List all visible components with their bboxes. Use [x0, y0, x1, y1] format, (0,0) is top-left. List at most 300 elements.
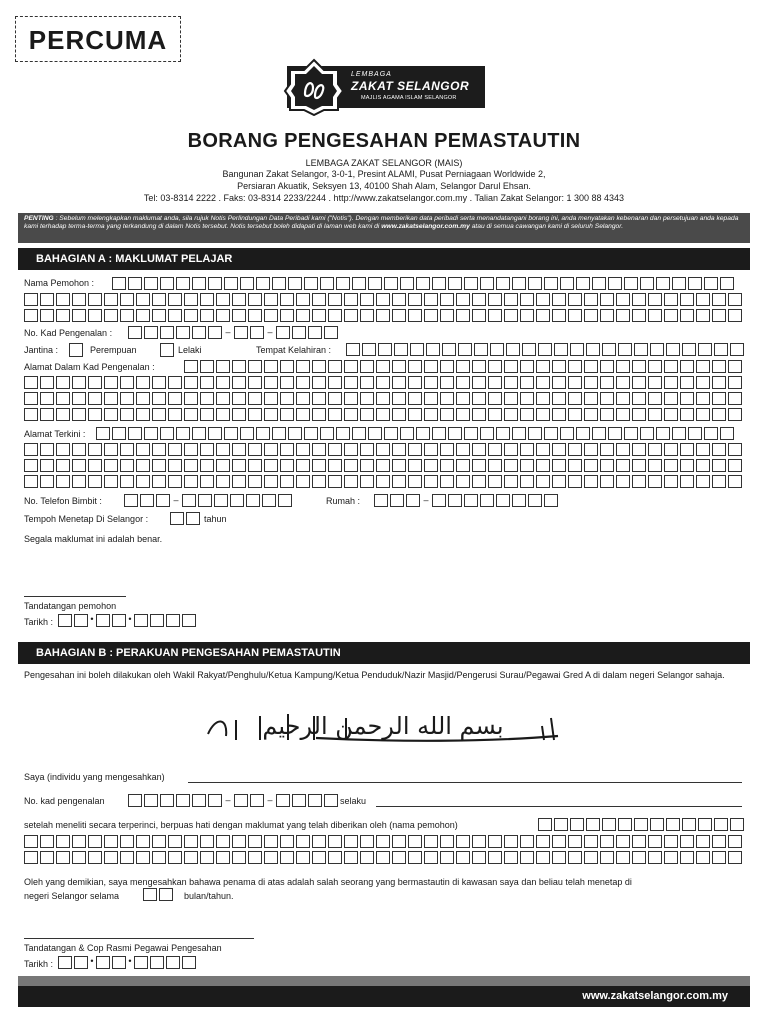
char-box[interactable]	[720, 277, 734, 290]
char-box[interactable]	[504, 475, 518, 488]
char-box[interactable]	[440, 293, 454, 306]
char-box[interactable]	[520, 475, 534, 488]
char-box[interactable]	[600, 459, 614, 472]
char-box[interactable]	[96, 956, 110, 969]
char-box[interactable]	[272, 277, 286, 290]
char-box[interactable]	[392, 443, 406, 456]
ic-address-row-4[interactable]	[24, 408, 744, 421]
char-box[interactable]	[440, 360, 454, 373]
char-box[interactable]	[448, 277, 462, 290]
char-box[interactable]	[40, 408, 54, 421]
char-box[interactable]	[680, 376, 694, 389]
char-box[interactable]	[586, 343, 600, 356]
char-box[interactable]	[634, 343, 648, 356]
char-box[interactable]	[56, 835, 70, 848]
char-box[interactable]	[442, 343, 456, 356]
char-box[interactable]	[234, 326, 248, 339]
char-box[interactable]	[280, 309, 294, 322]
char-box[interactable]	[408, 851, 422, 864]
char-box[interactable]	[376, 851, 390, 864]
char-box[interactable]	[280, 443, 294, 456]
char-box[interactable]	[376, 475, 390, 488]
char-box[interactable]	[230, 494, 244, 507]
char-box[interactable]	[528, 427, 542, 440]
char-box[interactable]	[552, 376, 566, 389]
char-box[interactable]	[520, 309, 534, 322]
char-box[interactable]	[440, 459, 454, 472]
applicant-date-field[interactable]	[58, 614, 198, 627]
char-box[interactable]	[246, 494, 260, 507]
char-box[interactable]	[376, 408, 390, 421]
char-box[interactable]	[536, 309, 550, 322]
char-box[interactable]	[308, 326, 322, 339]
char-box[interactable]	[680, 309, 694, 322]
char-box[interactable]	[320, 277, 334, 290]
char-box[interactable]	[312, 459, 326, 472]
char-box[interactable]	[248, 376, 262, 389]
char-box[interactable]	[328, 443, 342, 456]
char-box[interactable]	[536, 851, 550, 864]
char-box[interactable]	[680, 835, 694, 848]
char-box[interactable]	[248, 293, 262, 306]
char-box[interactable]	[150, 956, 164, 969]
char-box[interactable]	[552, 309, 566, 322]
char-box[interactable]	[664, 408, 678, 421]
char-box[interactable]	[664, 293, 678, 306]
char-box[interactable]	[648, 443, 662, 456]
char-box[interactable]	[296, 293, 310, 306]
char-box[interactable]	[208, 277, 222, 290]
char-box[interactable]	[248, 408, 262, 421]
char-box[interactable]	[120, 293, 134, 306]
char-box[interactable]	[344, 293, 358, 306]
char-box[interactable]	[200, 475, 214, 488]
char-box[interactable]	[58, 956, 72, 969]
char-box[interactable]	[24, 376, 38, 389]
char-box[interactable]	[616, 360, 630, 373]
char-box[interactable]	[496, 427, 510, 440]
char-box[interactable]	[714, 818, 728, 831]
char-box[interactable]	[656, 277, 670, 290]
char-box[interactable]	[696, 392, 710, 405]
char-box[interactable]	[136, 376, 150, 389]
char-box[interactable]	[104, 309, 118, 322]
char-box[interactable]	[600, 443, 614, 456]
char-box[interactable]	[536, 459, 550, 472]
char-box[interactable]	[632, 475, 646, 488]
char-box[interactable]	[440, 835, 454, 848]
char-box[interactable]	[112, 427, 126, 440]
char-box[interactable]	[520, 408, 534, 421]
char-box[interactable]	[88, 293, 102, 306]
char-box[interactable]	[682, 343, 696, 356]
char-box[interactable]	[336, 277, 350, 290]
char-box[interactable]	[120, 459, 134, 472]
char-box[interactable]	[264, 293, 278, 306]
char-box[interactable]	[159, 888, 173, 901]
char-box[interactable]	[432, 427, 446, 440]
char-box[interactable]	[648, 459, 662, 472]
char-box[interactable]	[552, 459, 566, 472]
char-box[interactable]	[488, 851, 502, 864]
char-box[interactable]	[696, 376, 710, 389]
char-box[interactable]	[276, 794, 290, 807]
char-box[interactable]	[232, 376, 246, 389]
char-box[interactable]	[560, 427, 574, 440]
char-box[interactable]	[264, 360, 278, 373]
char-box[interactable]	[504, 835, 518, 848]
char-box[interactable]	[360, 392, 374, 405]
char-box[interactable]	[456, 392, 470, 405]
char-box[interactable]	[312, 392, 326, 405]
char-box[interactable]	[280, 293, 294, 306]
char-box[interactable]	[40, 443, 54, 456]
char-box[interactable]	[648, 475, 662, 488]
official-date-field[interactable]	[58, 956, 198, 969]
char-box[interactable]	[688, 277, 702, 290]
char-box[interactable]	[600, 408, 614, 421]
char-box[interactable]	[250, 326, 264, 339]
char-box[interactable]	[176, 794, 190, 807]
char-box[interactable]	[72, 392, 86, 405]
char-box[interactable]	[232, 293, 246, 306]
char-box[interactable]	[224, 277, 238, 290]
char-box[interactable]	[632, 293, 646, 306]
char-box[interactable]	[730, 343, 744, 356]
char-box[interactable]	[112, 277, 126, 290]
char-box[interactable]	[552, 293, 566, 306]
char-box[interactable]	[360, 376, 374, 389]
char-box[interactable]	[712, 475, 726, 488]
char-box[interactable]	[666, 818, 680, 831]
char-box[interactable]	[184, 392, 198, 405]
char-box[interactable]	[192, 794, 206, 807]
char-box[interactable]	[568, 392, 582, 405]
char-box[interactable]	[504, 392, 518, 405]
char-box[interactable]	[232, 443, 246, 456]
char-box[interactable]	[200, 360, 214, 373]
char-box[interactable]	[40, 475, 54, 488]
char-box[interactable]	[496, 277, 510, 290]
char-box[interactable]	[424, 459, 438, 472]
char-box[interactable]	[664, 835, 678, 848]
char-box[interactable]	[416, 427, 430, 440]
char-box[interactable]	[360, 408, 374, 421]
char-box[interactable]	[72, 293, 86, 306]
char-box[interactable]	[568, 408, 582, 421]
char-box[interactable]	[152, 309, 166, 322]
char-box[interactable]	[664, 443, 678, 456]
char-box[interactable]	[682, 818, 696, 831]
char-box[interactable]	[712, 392, 726, 405]
current-address-row-3[interactable]	[24, 459, 744, 472]
char-box[interactable]	[408, 475, 422, 488]
char-box[interactable]	[72, 835, 86, 848]
char-box[interactable]	[72, 376, 86, 389]
char-box[interactable]	[488, 360, 502, 373]
char-box[interactable]	[600, 475, 614, 488]
char-box[interactable]	[440, 443, 454, 456]
char-box[interactable]	[88, 475, 102, 488]
char-box[interactable]	[552, 392, 566, 405]
char-box[interactable]	[328, 360, 342, 373]
char-box[interactable]	[648, 376, 662, 389]
char-box[interactable]	[152, 851, 166, 864]
char-box[interactable]	[344, 835, 358, 848]
char-box[interactable]	[698, 818, 712, 831]
char-box[interactable]	[406, 494, 420, 507]
char-box[interactable]	[112, 956, 126, 969]
char-box[interactable]	[538, 343, 552, 356]
char-box[interactable]	[56, 392, 70, 405]
char-box[interactable]	[74, 614, 88, 627]
char-box[interactable]	[440, 376, 454, 389]
char-box[interactable]	[24, 475, 38, 488]
char-box[interactable]	[600, 360, 614, 373]
char-box[interactable]	[140, 494, 154, 507]
char-box[interactable]	[264, 408, 278, 421]
char-box[interactable]	[292, 326, 306, 339]
char-box[interactable]	[424, 376, 438, 389]
char-box[interactable]	[216, 851, 230, 864]
char-box[interactable]	[648, 309, 662, 322]
char-box[interactable]	[344, 851, 358, 864]
char-box[interactable]	[672, 277, 686, 290]
char-box[interactable]	[640, 427, 654, 440]
char-box[interactable]	[136, 475, 150, 488]
char-box[interactable]	[328, 392, 342, 405]
applicant-signature-line[interactable]	[24, 596, 126, 597]
char-box[interactable]	[264, 443, 278, 456]
char-box[interactable]	[648, 851, 662, 864]
char-box[interactable]	[124, 494, 138, 507]
char-box[interactable]	[280, 392, 294, 405]
char-box[interactable]	[472, 443, 486, 456]
char-box[interactable]	[324, 794, 338, 807]
char-box[interactable]	[296, 376, 310, 389]
char-box[interactable]	[456, 851, 470, 864]
char-box[interactable]	[520, 392, 534, 405]
char-box[interactable]	[186, 512, 200, 525]
char-box[interactable]	[176, 427, 190, 440]
char-box[interactable]	[618, 343, 632, 356]
char-box[interactable]	[224, 427, 238, 440]
char-box[interactable]	[264, 309, 278, 322]
char-box[interactable]	[456, 459, 470, 472]
char-box[interactable]	[200, 392, 214, 405]
duration-field[interactable]	[170, 512, 202, 525]
char-box[interactable]	[56, 408, 70, 421]
char-box[interactable]	[584, 459, 598, 472]
char-box[interactable]	[152, 835, 166, 848]
char-box[interactable]	[216, 360, 230, 373]
char-box[interactable]	[632, 360, 646, 373]
char-box[interactable]	[168, 293, 182, 306]
char-box[interactable]	[144, 277, 158, 290]
char-box[interactable]	[232, 459, 246, 472]
char-box[interactable]	[552, 360, 566, 373]
char-box[interactable]	[152, 443, 166, 456]
current-address-row-4[interactable]	[24, 475, 744, 488]
home-phone-field[interactable]	[374, 494, 560, 507]
char-box[interactable]	[410, 343, 424, 356]
char-box[interactable]	[520, 835, 534, 848]
char-box[interactable]	[280, 835, 294, 848]
char-box[interactable]	[520, 443, 534, 456]
char-box[interactable]	[544, 277, 558, 290]
char-box[interactable]	[134, 956, 148, 969]
char-box[interactable]	[616, 392, 630, 405]
char-box[interactable]	[378, 343, 392, 356]
char-box[interactable]	[152, 408, 166, 421]
char-box[interactable]	[362, 343, 376, 356]
char-box[interactable]	[136, 293, 150, 306]
char-box[interactable]	[600, 835, 614, 848]
char-box[interactable]	[392, 408, 406, 421]
char-box[interactable]	[168, 376, 182, 389]
char-box[interactable]	[328, 459, 342, 472]
char-box[interactable]	[184, 835, 198, 848]
female-checkbox[interactable]	[69, 343, 83, 357]
char-box[interactable]	[200, 376, 214, 389]
char-box[interactable]	[602, 343, 616, 356]
char-box[interactable]	[176, 277, 190, 290]
char-box[interactable]	[584, 376, 598, 389]
char-box[interactable]	[504, 293, 518, 306]
char-box[interactable]	[488, 392, 502, 405]
char-box[interactable]	[616, 408, 630, 421]
char-box[interactable]	[472, 459, 486, 472]
char-box[interactable]	[728, 835, 742, 848]
ic-address-row-3[interactable]	[24, 392, 744, 405]
applicant-name-row-3[interactable]	[24, 851, 744, 864]
char-box[interactable]	[312, 293, 326, 306]
char-box[interactable]	[168, 459, 182, 472]
char-box[interactable]	[696, 475, 710, 488]
char-box[interactable]	[728, 851, 742, 864]
char-box[interactable]	[536, 293, 550, 306]
char-box[interactable]	[344, 475, 358, 488]
char-box[interactable]	[554, 343, 568, 356]
char-box[interactable]	[72, 475, 86, 488]
char-box[interactable]	[728, 392, 742, 405]
char-box[interactable]	[632, 376, 646, 389]
char-box[interactable]	[472, 360, 486, 373]
char-box[interactable]	[696, 835, 710, 848]
char-box[interactable]	[432, 494, 446, 507]
char-box[interactable]	[600, 392, 614, 405]
char-box[interactable]	[600, 293, 614, 306]
char-box[interactable]	[400, 277, 414, 290]
char-box[interactable]	[608, 277, 622, 290]
char-box[interactable]	[632, 835, 646, 848]
char-box[interactable]	[328, 376, 342, 389]
char-box[interactable]	[104, 459, 118, 472]
char-box[interactable]	[104, 408, 118, 421]
char-box[interactable]	[664, 459, 678, 472]
char-box[interactable]	[296, 475, 310, 488]
char-box[interactable]	[192, 277, 206, 290]
char-box[interactable]	[120, 392, 134, 405]
char-box[interactable]	[488, 376, 502, 389]
char-box[interactable]	[168, 443, 182, 456]
char-box[interactable]	[472, 851, 486, 864]
char-box[interactable]	[200, 309, 214, 322]
char-box[interactable]	[712, 835, 726, 848]
char-box[interactable]	[456, 443, 470, 456]
char-box[interactable]	[264, 851, 278, 864]
char-box[interactable]	[216, 835, 230, 848]
char-box[interactable]	[150, 614, 164, 627]
char-box[interactable]	[600, 851, 614, 864]
char-box[interactable]	[136, 851, 150, 864]
char-box[interactable]	[248, 835, 262, 848]
char-box[interactable]	[664, 309, 678, 322]
char-box[interactable]	[488, 475, 502, 488]
char-box[interactable]	[176, 326, 190, 339]
char-box[interactable]	[24, 309, 38, 322]
char-box[interactable]	[552, 835, 566, 848]
char-box[interactable]	[424, 408, 438, 421]
char-box[interactable]	[504, 309, 518, 322]
char-box[interactable]	[616, 293, 630, 306]
char-box[interactable]	[568, 443, 582, 456]
char-box[interactable]	[632, 392, 646, 405]
name-field-row-2[interactable]	[24, 293, 744, 306]
char-box[interactable]	[360, 851, 374, 864]
char-box[interactable]	[472, 408, 486, 421]
char-box[interactable]	[680, 459, 694, 472]
char-box[interactable]	[156, 494, 170, 507]
char-box[interactable]	[312, 360, 326, 373]
char-box[interactable]	[554, 818, 568, 831]
char-box[interactable]	[632, 851, 646, 864]
char-box[interactable]	[104, 475, 118, 488]
char-box[interactable]	[72, 459, 86, 472]
char-box[interactable]	[296, 408, 310, 421]
char-box[interactable]	[262, 494, 276, 507]
char-box[interactable]	[464, 427, 478, 440]
char-box[interactable]	[664, 376, 678, 389]
char-box[interactable]	[143, 888, 157, 901]
char-box[interactable]	[264, 835, 278, 848]
char-box[interactable]	[40, 459, 54, 472]
char-box[interactable]	[296, 309, 310, 322]
char-box[interactable]	[376, 459, 390, 472]
char-box[interactable]	[360, 443, 374, 456]
char-box[interactable]	[616, 475, 630, 488]
char-box[interactable]	[616, 376, 630, 389]
char-box[interactable]	[56, 293, 70, 306]
char-box[interactable]	[40, 293, 54, 306]
char-box[interactable]	[24, 293, 38, 306]
char-box[interactable]	[584, 309, 598, 322]
char-box[interactable]	[664, 360, 678, 373]
char-box[interactable]	[408, 376, 422, 389]
char-box[interactable]	[696, 408, 710, 421]
char-box[interactable]	[584, 293, 598, 306]
char-box[interactable]	[570, 818, 584, 831]
char-box[interactable]	[288, 427, 302, 440]
char-box[interactable]	[296, 443, 310, 456]
char-box[interactable]	[248, 475, 262, 488]
char-box[interactable]	[680, 475, 694, 488]
char-box[interactable]	[576, 277, 590, 290]
char-box[interactable]	[448, 494, 462, 507]
char-box[interactable]	[666, 343, 680, 356]
char-box[interactable]	[40, 835, 54, 848]
char-box[interactable]	[120, 475, 134, 488]
